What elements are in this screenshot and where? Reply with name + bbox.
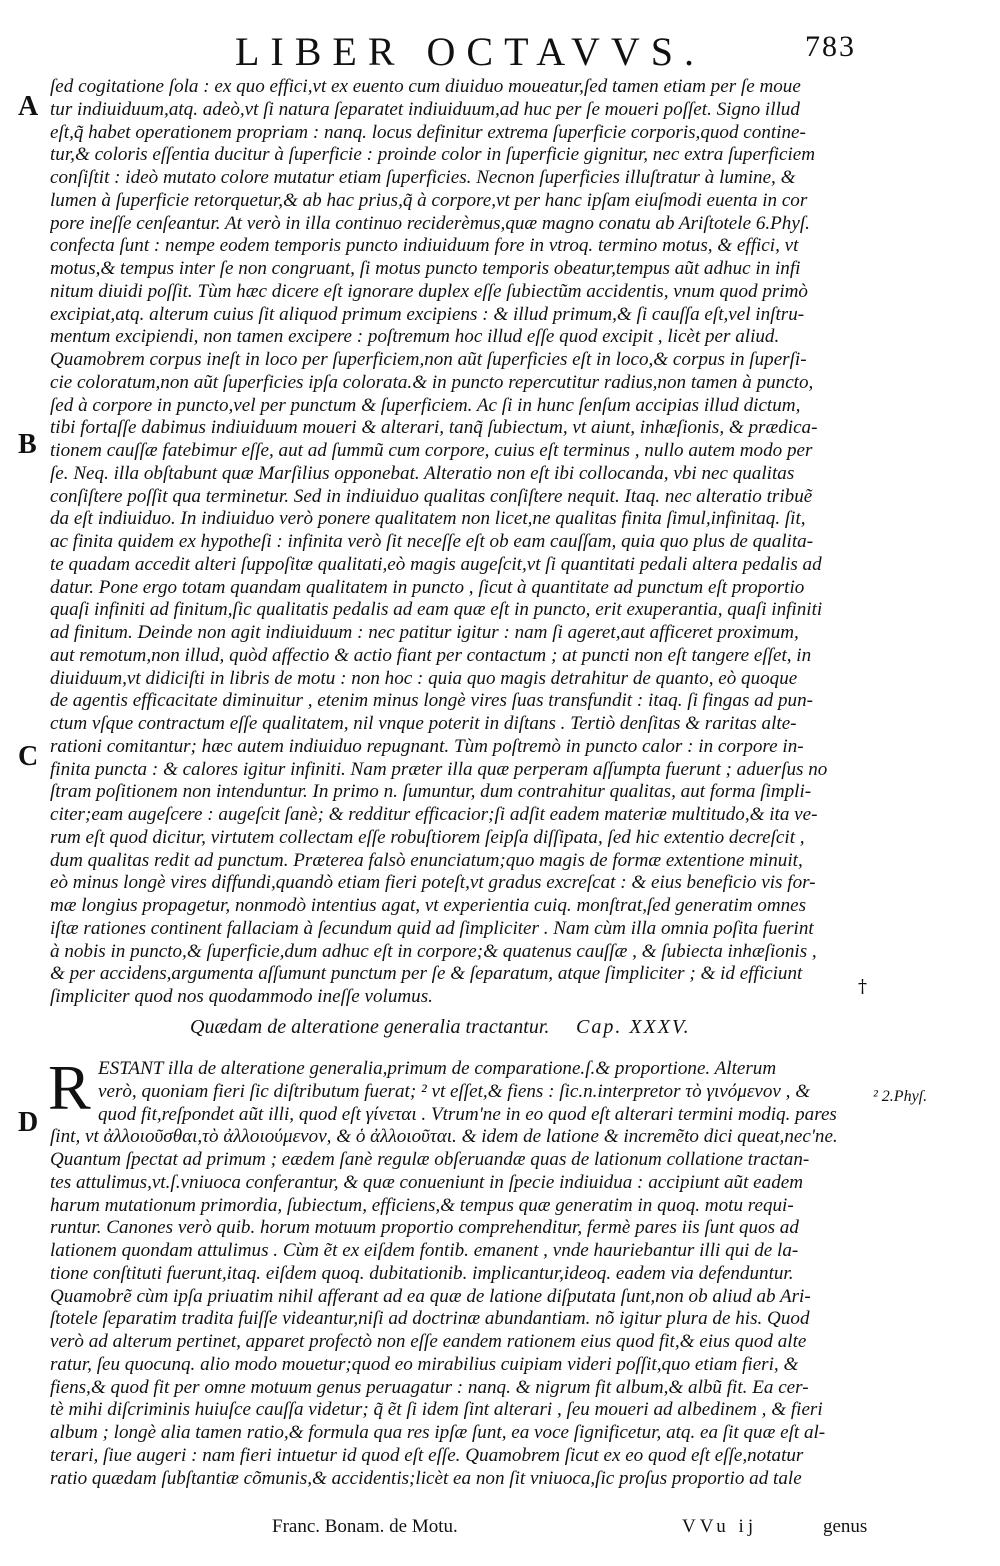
text-line: motus,& tempus inter ſe non congruant, ſi motus puncto temporis obeatur,tempus aũt adhuc in infi	[50, 258, 801, 279]
text-line: ſtram poſitionem non intenduntur. In primo n. ſumuntur, dum contrahitur qualitas, aut forma ſimpli-	[50, 781, 812, 803]
dagger-mark: †	[858, 976, 867, 997]
text-line: eò minus longè vires diffundi,quandò etiam fieri poteſt,vt gradus excreſcat : & eius beneficio vis for-	[50, 872, 816, 894]
catchword: genus	[823, 1516, 868, 1537]
text-line: da eſt indiuiduo. In indiuiduo verò ponere qualitatem non licet,ne qualitas finita ſimul,infinitaq. ſit,	[50, 508, 806, 530]
text-line: diuiduum,vt didiciſti in libris de motu : non hoc : quia quo magis detrahitur de quanto, eò quoque	[50, 667, 798, 689]
text-line: ſimpliciter quod nos quodammodo ineſſe volumus.	[50, 986, 433, 1007]
chapter-title: Quædam de alteratione generalia tractantur.	[190, 1016, 550, 1038]
text-line: ctum vſque contractum eſſe qualitatem, nil vnque poterit in diſtans . Tertiò denſitas & raritas alte-	[50, 713, 797, 734]
page-number: 783	[805, 30, 856, 63]
drop-cap: R	[48, 1052, 91, 1123]
text-line: Quamobrem corpus ineſt in loco per ſuperficiem,non aũt ſuperficies eſt in loco,& corpus in ſuperſi-	[50, 349, 807, 370]
text-line: tur indiuiduum,atq. adeò,vt ſi natura ſeparatet indiuiduum,ad huc per ſe moueri poſſet. Signo illud	[50, 98, 800, 120]
text-line: ſtotele ſeparatim tradita fuiſſe videantur,niſi ad doctrinæ abundantiam. nõ igitur plura de his. Quod	[50, 1308, 810, 1330]
text-line: mæ longius propagetur, nonmodò intentius agat, vt experientia cuiq. monſtrat,ſed generatim omnes	[50, 895, 807, 916]
text-line: pore ineſſe cenſeantur. At verò in illa continuo reciderèmus,quæ magno conatu ab Ariſtotele 6.Phyſ.	[50, 212, 810, 234]
text-line: dum qualitas redit ad punctum. Præterea falsò enunciatum;quo magis de formæ extentione minuit,	[50, 849, 803, 871]
text-line: de agentis efficacitate diminuitur , etenim minus longè vires ſuas transfundit : itaq. ſi fingas ad pun-	[50, 690, 813, 712]
text-line: finita puncta : & calores igitur infiniti. Nam præter illa quæ perperam aſſumpta fuerunt ; aduerſus no	[50, 758, 828, 780]
running-title: LIBER OCTAVVS.	[234, 29, 706, 74]
margin-letter-d: D	[18, 1107, 39, 1138]
text-line: quod fit,reſpondet aũt illi, quod eſt γίνεται . Vtrum'ne in eo quod eſt alterari termini modiq. pares	[98, 1103, 837, 1125]
text-line: ratur, ſeu quocunq. alio modo mouetur;quod eo mirabilius cuipiam videri poſſit,quo etiam fieri, &	[50, 1353, 799, 1375]
chapter-heading	[190, 1016, 810, 1044]
text-line: conſiſtit : ideò mutato colore mutatur etiam ſuperficies. Necnon ſuperficies illuſtratur à lumine, &	[50, 167, 796, 188]
text-line: ſed cogitatione ſola : ex quo effici,vt ex euento cum diuiduo moueatur,ſed tamen etiam per ſe moue	[50, 76, 801, 97]
text-line: iſtæ rationes continent fallaciam à ſecundum quid ad ſimpliciter . Nam cùm illa omnia poſita fuerint	[50, 917, 814, 939]
text-line: ſed à corpore in puncto,vel per punctum & ſuperficiem. Ac ſi in hunc ſenſum accipias illud dictum,	[50, 394, 801, 416]
text-line: tionem cauſſæ fatebimur eſſe, aut ad ſummũ cum corpore, cuius eſt terminus , nullo autem modo per	[50, 440, 813, 461]
text-line: terari, ſiue augeri : nam fieri intuetur id quod eſt eſſe. Quamobrem ſicut ex eo quod eſt eſſe,notatur	[50, 1444, 804, 1466]
text-line: verò, quoniam fieri ſic diſtributum fuerat; ² vt eſſet,& fiens : ſic.n.interpretor τὸ γινόμενον , &	[98, 1080, 811, 1102]
text-line: ac finita quidem ex hypotheſi : infinita verò ſit neceſſe eſt ob eam cauſſam, quia quo plus de qualita-	[50, 531, 814, 552]
text-line: Quantum ſpectat ad primum ; eædem ſanè regulæ obſeruandæ quas de lationum collatione tractan-	[50, 1149, 810, 1170]
page-footer	[0, 1516, 1000, 1544]
text-line: citer;eam augeſcere : augeſcit ſanè; & redditur efficacior;ſi adſit eadem materiæ multitudo,& ita ve-	[50, 804, 818, 825]
text-line: Quamobrẽ cùm ipſa priuatim nihil afferant ad ea quæ de latione diſputata ſunt,non ob aliud ab Ari-	[50, 1285, 811, 1307]
text-line: eſt,q̃ habet operationem propriam : nanq. locus definitur extrema ſuperficie corporis,quod contine-	[50, 121, 806, 143]
chapter-number: Cap. XXXV.	[576, 1016, 691, 1038]
text-line: tur,& coloris eſſentia ducitur à ſuperficie : proinde color in ſuperficie gignitur, nec extra ſuperficiem	[50, 144, 816, 166]
text-line: ESTANT illa de alteratione generalia,primum de comparatione.ſ.& proportione. Alterum	[98, 1058, 777, 1079]
text-line: nitum diuidi poſſit. Tùm hæc dicere eſt ignorare duplex eſſe ſubiectũm accidentis, vnum quod primò	[50, 280, 808, 302]
text-line: tes attulimus,vt.ſ.vniuoca conferantur, & quæ conueniunt in ſpecie indiuidua : accipiunt aũt eadem	[50, 1171, 804, 1193]
text-line: tibi fortaſſe dabimus indiuiduum moueri & alterari, tanq̃ ſubiectum, vt aiunt, inhæſionis, & prædica-	[50, 417, 818, 439]
text-line: confecta ſunt : nempe eodem temporis puncto indiuiduum fore in vtroq. termino motus, & effici, vt	[50, 235, 799, 257]
text-line: tione conſtituti fuerunt,itaq. eiſdem quoq. dubitationib. implicantur,ideoq. eadem via defenduntur.	[50, 1262, 794, 1284]
text-line: lationem quondam attulimus . Cùm ẽt ex eiſdem fontib. emanent , vnde hauriebantur illi qui de la-	[50, 1240, 799, 1261]
text-line: excipiat,atq. alterum cuius ſit aliquod primum excipiens : & illud primum,& ſi cauſſa eſt,vel inſtru-	[50, 303, 805, 325]
paragraph-2	[48, 1052, 864, 1490]
footer-title: Franc. Bonam. de Motu.	[272, 1516, 458, 1537]
text-line: cie coloratum,non aũt ſuperficies ipſa colorata.& in puncto repercutitur radius,non tamen à puncto,	[50, 371, 814, 393]
text-line: tè mihi diſcriminis huiuſce cauſſa videtur; q̃ ẽt ſi idem ſint alterari , ſeu moueri ad albedinem , & fieri	[50, 1399, 823, 1421]
text-line: harum mutationum primordia, ſubiectum, efficiens,& tempus quæ generatim in quoq. motu requi-	[50, 1194, 794, 1216]
page-header	[0, 28, 1000, 76]
text-line: conſiſtere poſſit qua terminetur. Sed in indiuiduo qualitas conſiſtere nequit. Itaq. nec alteratio tribuẽ	[50, 485, 813, 507]
side-note: ² 2.Phyſ.	[873, 1088, 928, 1105]
text-line: mentum excipiendi, non tamen excipere : poſtremum hoc illud eſſe quod excipit , licèt per aliud.	[50, 326, 780, 348]
text-line: album ; longè alia tamen ratio,& formula qua res ipſæ ſunt, ea voce ſignificetur, atq. ea ſit quæ eſt al-	[50, 1422, 826, 1443]
text-line: runtur. Canones verò quib. horum motuum proportio comprehenditur, fermè pares iis ſunt quos ad	[50, 1217, 799, 1239]
margin-letter-a: A	[18, 91, 39, 122]
text-line: ſe. Neq. illa obſtabunt quæ Marſilius opponebat. Alteratio non eſt ibi collocanda, vbi nec qualitas	[50, 462, 795, 484]
text-line: & per accidens,argumenta aſſumunt punctum per ſe & ſeparatum, atque ſimpliciter ; & id efficiunt	[50, 963, 803, 985]
text-line: ad finitum. Deinde non agit indiuiduum : nec patitur igitur : nam ſi ageret,aut afficeret proximum,	[50, 622, 799, 643]
margin-letter-b: B	[18, 429, 37, 460]
text-line: fiens,& quod fit per omne motuum genus peruagatur : nanq. & nigrum fit album,& albũ fit. Ea cer-	[50, 1376, 809, 1398]
signature-mark: VVu ij	[682, 1516, 758, 1537]
text-line: datur. Pone ergo totam quandam qualitatem in puncto , ſicut à quantitate ad punctum eſt proportio	[50, 576, 805, 598]
text-line: lumen à ſuperficie retorquetur,& ab hac prius,q̃ à corpore,vt per hanc ipſam eiuſmodi euenta in cor	[50, 189, 808, 211]
text-line: quaſi infiniti ad finitum,ſic qualitatis pedalis ad eam quæ eſt in puncto, erit exuperantia, quaſi infiniti	[50, 599, 823, 621]
paragraph-1	[50, 76, 864, 1009]
margin-letter-c: C	[18, 741, 39, 772]
text-line: verò ad alterum pertinet, apparet profectò non eſſe eandem rationem eius quod fit,& eius quod alte	[50, 1331, 807, 1352]
text-line: ratio quædam ſubſtantiæ cõmunis,& accidentis;licèt ea non ſit vniuoca,ſic proſus proportio ad tale	[50, 1467, 802, 1489]
text-line: rationi comitantur; hæc autem indiuiduo repugnant. Tùm poſtremò in puncto calor : in corpore in-	[50, 735, 804, 757]
text-line: rum eſt quod dicitur, virtutem collectam eſſe robuſtiorem ſeipſa diſſipata, ſed hic extentio decreſcit ,	[50, 826, 805, 848]
text-line: ſint, vt ἀλλοιοῦσθαι,τὸ ἀλλοιούμενον, & ὁ ἀλλοιοῦται. & idem de latione & incremẽto dici queat,nec'ne.	[50, 1126, 838, 1148]
text-line: à nobis in puncto,& ſuperficie,dum adhuc eſt in corpore;& quatenus cauſſæ , & ſubiecta inhæſionis ,	[50, 940, 817, 962]
text-line: te quadam accedit alteri ſuppoſitæ qualitati,eò magis augeſcit,vt ſi quantitati pedali altera pedalis ad	[50, 553, 822, 575]
text-line: aut remotum,non illud, quòd affectio & actio fiant per contactum ; at puncti non eſt tangere eſſet, in	[50, 644, 812, 666]
